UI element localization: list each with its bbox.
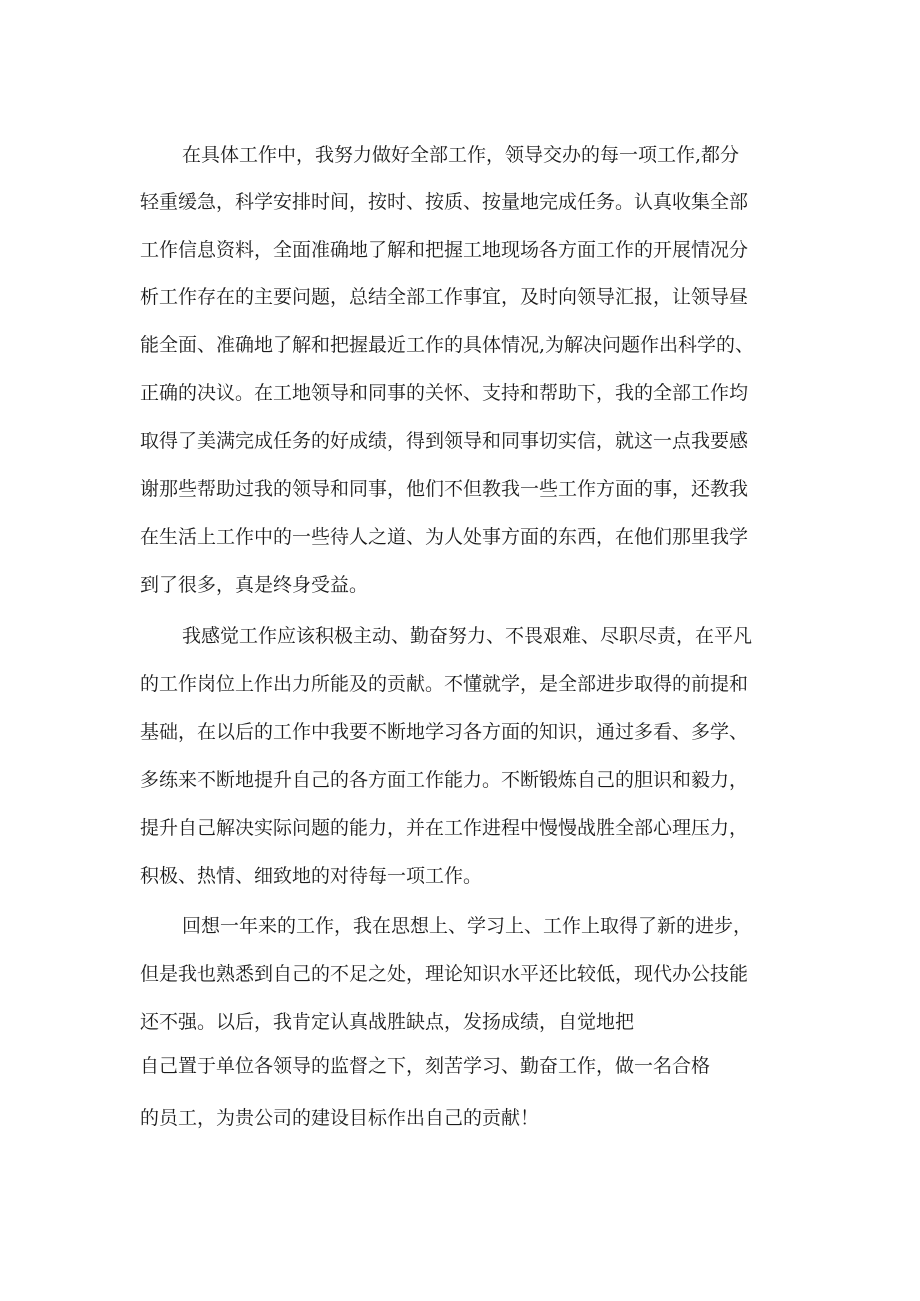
paragraph-1-line-8: 谢那些帮助过我的领导和同事，他们不但教我一些工作方面的事，还教我: [140, 478, 749, 500]
paragraph-3-line-4: 自己置于单位各领导的监督之下，刻苦学习、勤奋工作，做一名合格: [140, 1055, 711, 1077]
paragraph-2-line-5: 提升自己解决实际问题的能力，并在工作进程中慢慢战胜全部心理压力，: [140, 817, 749, 839]
paragraph-2-line-3: 基础，在以后的工作中我要不断地学习各方面的知识，通过多看、多学、: [140, 721, 749, 743]
paragraph-1-line-4: 析工作存在的主要问题，总结全部工作事宜，及时向领导汇报，让领导昼: [140, 286, 749, 308]
paragraph-3-line-3: 还不强。以后，我肯定认真战胜缺点，发扬成绩，自觉地把: [140, 1011, 635, 1033]
paragraph-3-line-5: 的员工，为贵公司的建设目标作出自己的贡献！: [140, 1107, 540, 1129]
paragraph-1-line-1: 在具体工作中，我努力做好全部工作，领导交办的每一项工作,都分: [182, 144, 740, 166]
paragraph-3-line-2: 但是我也熟悉到自己的不足之处，理论知识水平还比较低，现代办公技能: [140, 963, 749, 985]
paragraph-2-line-2: 的工作岗位上作出力所能及的贡献。不懂就学，是全部进步取得的前提和: [140, 673, 749, 695]
paragraph-1-line-3: 工作信息资料，全面准确地了解和把握工地现场各方面工作的开展情况分: [140, 239, 749, 261]
paragraph-3-line-1: 回想一年来的工作，我在思想上、学习上、工作上取得了新的进步，: [182, 915, 753, 937]
paragraph-1-line-9: 在生活上工作中的一些待人之道、为人处事方面的东西，在他们那里我学: [140, 526, 749, 548]
paragraph-1-line-2: 轻重缓急，科学安排时间，按时、按质、按量地完成任务。认真收集全部: [140, 191, 749, 213]
paragraph-1-line-10: 到了很多，真是终身受益。: [140, 574, 369, 596]
paragraph-2-line-1: 我感觉工作应该积极主动、勤奋努力、不畏艰难、尽职尽责，在平凡: [182, 625, 753, 647]
paragraph-1-line-6: 正确的决议。在工地领导和同事的关怀、支持和帮助下，我的全部工作均: [140, 382, 749, 404]
paragraph-1-line-7: 取得了美满完成任务的好成绩，得到领导和同事切实信，就这一点我要感: [140, 430, 749, 452]
paragraph-2-line-4: 多练来不断地提升自己的各方面工作能力。不断锻炼自己的胆识和毅力，: [140, 769, 749, 791]
paragraph-1-line-5: 能全面、准确地了解和把握最近工作的具体情况,为解决问题作出科学的、: [140, 334, 755, 356]
paragraph-2-line-6: 积极、热情、细致地的对待每一项工作。: [140, 865, 483, 887]
